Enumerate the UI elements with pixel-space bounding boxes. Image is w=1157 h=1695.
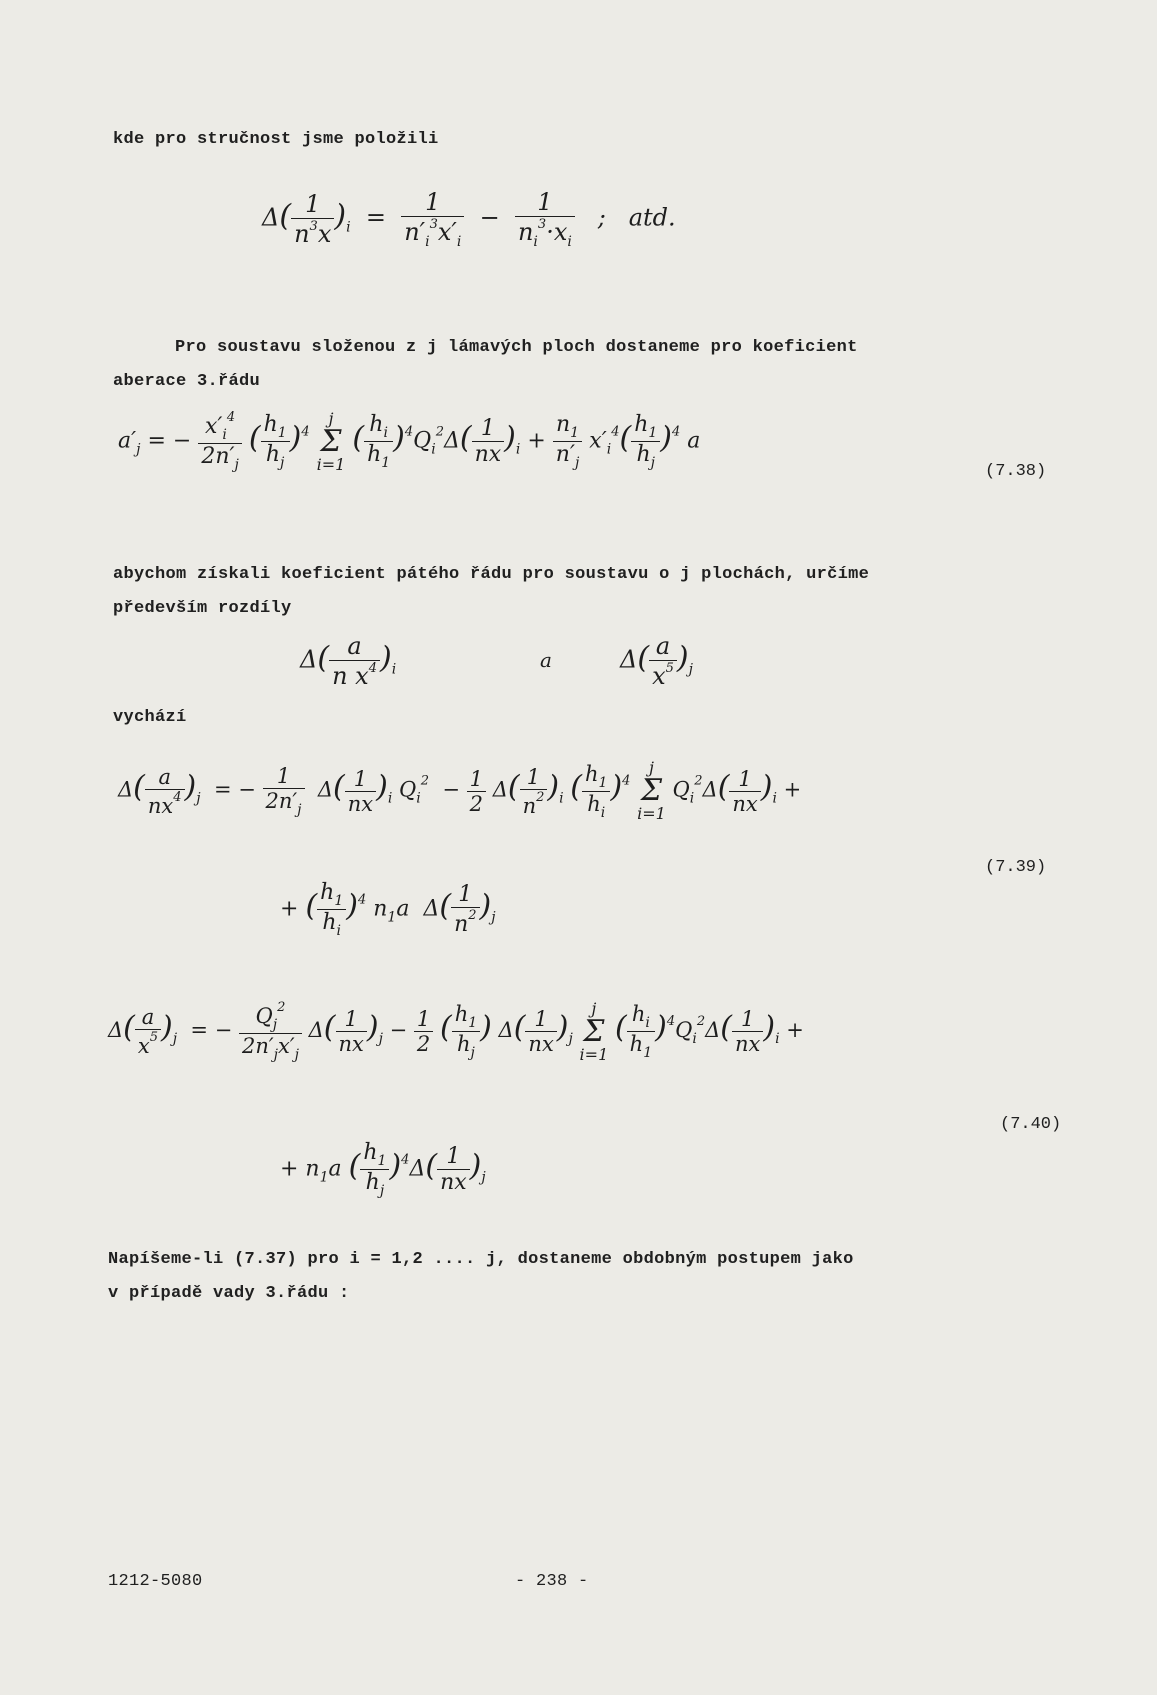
conjunction-a: a [540,648,552,672]
paragraph-closing-line1: Napíšeme-li (7.37) pro i = 1,2 .... j, dostaneme obdobným postupem jako [108,1250,854,1269]
equation-label-7-40: (7.40) [1000,1115,1062,1134]
page-number: - 238 - [515,1572,589,1591]
paragraph-closing-line2: v případě vady 3.řádu : [108,1284,350,1303]
intro-line: kde pro stručnost jsme položili [113,130,439,149]
paragraph-system-line1: Pro soustavu složenou z j lámavých ploch dostaneme pro koeficient [175,338,858,357]
document-number: 1212-5080 [108,1572,203,1591]
equation-label-7-38: (7.38) [985,462,1047,481]
equation-7-40-line2: + $n_1a$ ( $\frac{h_1}{h_j}$ )$^4$Δ( $\frac{1}{nx}$ )$_j$ [280,1140,486,1199]
equation-delta-definition: Δ( $\frac{1}{n^3x}$ )$_i$ = $\frac{1}{n'_i^3x'_i}$ − $\frac{1}{n_i^3\cdot x_i}$ ; atd. [262,188,676,250]
equation-7-39-line2: + ( $\frac{h_1}{h_i}$ )$^4$ $n_1a$ Δ( $\frac{1}{n^2}$ )$_j$ [280,880,496,939]
paragraph-fifth-order-line1: abychom získali koeficient pátého řádu pro soustavu o j plochách, určíme [113,565,870,584]
vychazi-line: vychází [113,708,187,727]
equation-7-38: $a'_j$ = − $\frac{x'_i^4}{2n'_j}$ ( $\frac{h_1}{h_j}$ )$^4$ j Σ i=1 ( $\frac{h_i}{h_1}$ )$^4Q_i^2\Delta$( $\frac{1}{nx}$ )$_i$ + $\frac{n_1}{n'_j}$ $x'_i^4$( $\frac{h_1}{h_j}$ )$^4$ a [118,408,701,474]
paragraph-system-line2: aberace 3.řádu [113,372,261,391]
equation-7-40-line1: Δ( $\frac{a}{x^5}$ )$_j$ = − $\frac{Q_j^2}{2n'_jx'_j}$ Δ( $\frac{1}{nx}$ )$_j$ − $\frac{1}{2}$ ( $\frac{h_1}{h_j}$ ) Δ( $\frac{1}{nx}$ )$_j$ j Σ i=1 ( $\frac{h_i}{h_1}$ )$^4Q_i^2\Delta$( $\frac{1}{nx}$ )$_i$ + [108,998,804,1064]
equation-7-39-line1: Δ( $\frac{a}{nx^4}$ )$_j$ = − $\frac{1}{2n'_j}$ Δ( $\frac{1}{nx}$ )$_i$ $Q_i^2$ − $\frac{1}{2}$ Δ( $\frac{1}{n^2}$ )$_i$ ( $\frac{h_1}{h_i}$ )$^4$ j Σ i=1 $Q_i^2\Delta$( $\frac{1}{nx}$ )$_i$ + [118,758,802,823]
equation-differences: Δ( $\frac{a}{n x^4}$ )$_i$ [300,632,397,690]
equation-differences-2: Δ( $\frac{a}{x^5}$ )$_j$ [620,632,693,690]
equation-label-7-39: (7.39) [985,858,1047,877]
paragraph-fifth-order-line2: především rozdíly [113,599,292,618]
